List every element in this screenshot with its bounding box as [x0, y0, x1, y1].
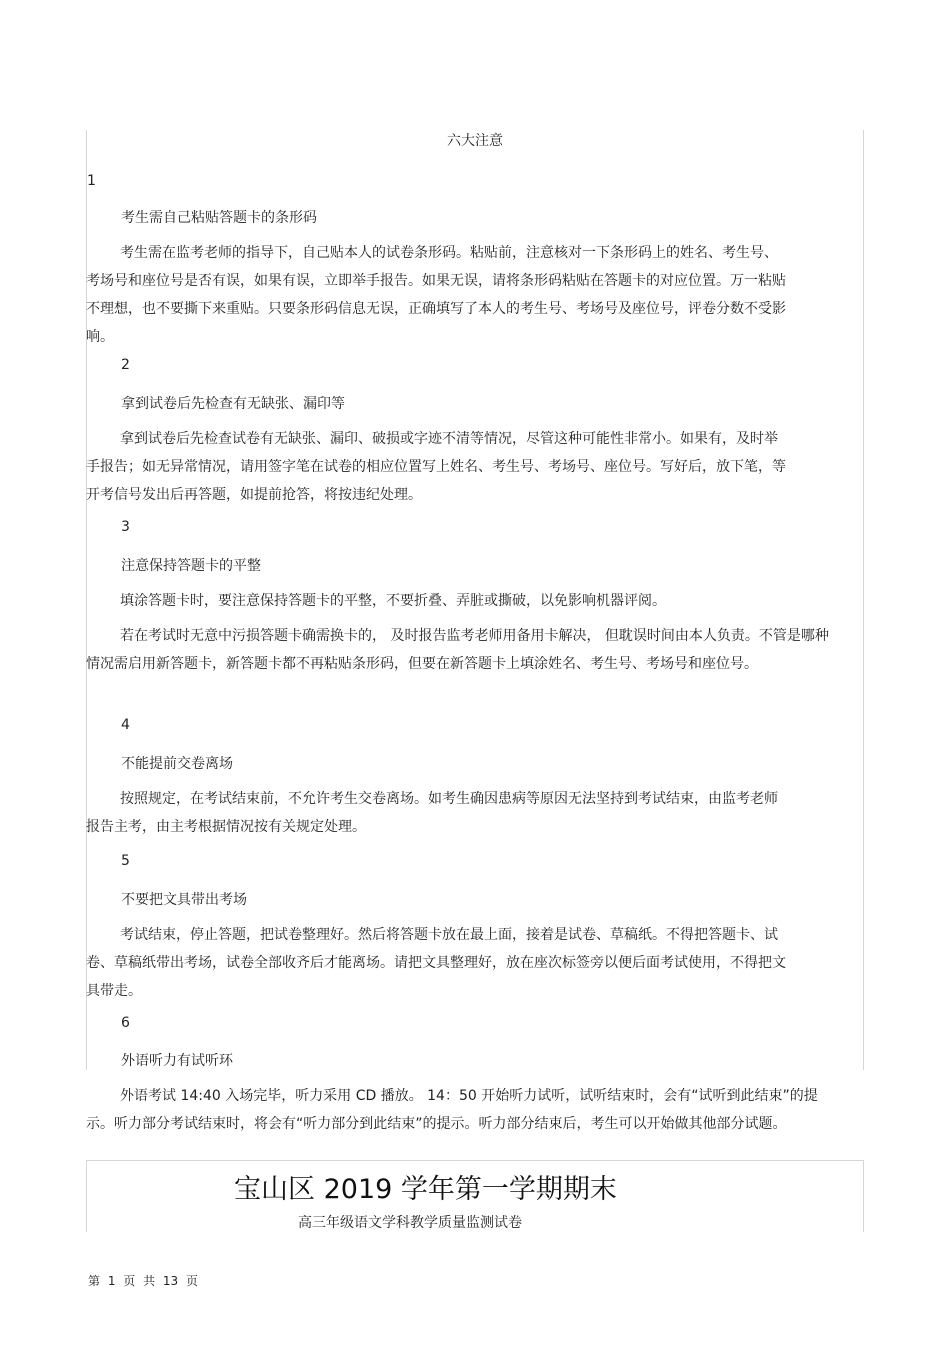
section-4-number: 4: [121, 717, 130, 733]
exam-box-right-line: [863, 1160, 864, 1232]
page-number-label: 第 1 页 共 13 页: [88, 1274, 198, 1288]
exam-box-left-line: [86, 1160, 87, 1232]
notice-title: 六大注意: [447, 133, 503, 149]
section-1-paragraph: 考生需在监考老师的指导下，自己贴本人的试卷条形码。粘贴前，注意核对一下条形码上的姓名、考生号、考场号和座位号是否有误，如果有误，立即举手报告。如果无误，请将条形码粘贴在答题卡的对应位置。万一粘贴不理想，也不要撕下来重贴。只要条形码信息无误，正确填写了本人的考生号、考场号及座位号，评卷分数不受影响。: [86, 245, 786, 345]
frame-right-line: [863, 130, 864, 1070]
section-3-number: 3: [121, 519, 130, 535]
section-3-paragraph-1: 填涂答题卡时，要注意保持答题卡的平整，不要折叠、弄脏或撕破，以免影响机器评阅。: [120, 593, 666, 609]
section-5-paragraph: 考试结束，停止答题，把试卷整理好。然后将答题卡放在最上面，接着是试卷、草稿纸。不得把答题卡、试卷、草稿纸带出考场，试卷全部收齐后才能离场。请把文具整理好，放在座次标签旁以便后面考试使用，不得把文具带走。: [86, 927, 786, 999]
section-4-paragraph: 按照规定，在考试结束前，不允许考生交卷离场。如考生确因患病等原因无法坚持到考试结束，由监考老师报告主考，由主考根据情况按有关规定处理。: [86, 791, 778, 835]
section-6-number: 6: [121, 1015, 130, 1031]
section-4-heading: 不能提前交卷离场: [121, 756, 233, 772]
exam-subtitle: 高三年级语文学科教学质量监测试卷: [298, 1215, 522, 1231]
section-1-number: 1: [87, 173, 96, 189]
section-6-paragraph: 外语考试 14:40 入场完毕，听力采用 CD 播放。 14：50 开始听力试听，试听结束时，会有“试听到此结束”的提示。听力部分考试结束时，将会有“听力部分到此结束”的提示。听力部分结束后，考生可以开始做其他部分试题。: [86, 1088, 818, 1132]
section-6-heading: 外语听力有试听环: [121, 1053, 233, 1069]
exam-box-top-line: [86, 1160, 864, 1161]
section-2-number: 2: [121, 357, 130, 373]
section-2-heading: 拿到试卷后先检查有无缺张、漏印等: [121, 396, 345, 412]
section-3-paragraph-2: 若在考试时无意中污损答题卡确需换卡的， 及时报告监考老师用备用卡解决， 但耽误时间由本人负责。不管是哪种情况需启用新答题卡，新答题卡都不再粘贴条形码，但要在新答题卡上填涂姓名、考生号、考场号和座位号。: [86, 628, 829, 672]
section-1-heading: 考生需自己粘贴答题卡的条形码: [121, 210, 317, 226]
section-2-paragraph: 拿到试卷后先检查试卷有无缺张、漏印、破损或字迹不清等情况，尽管这种可能性非常小。如果有，及时举手报告；如无异常情况，请用签字笔在试卷的相应位置写上姓名、考生号、考场号、座位号。写好后，放下笔，等开考信号发出后再答题，如提前抢答，将按违纪处理。: [86, 431, 786, 503]
section-3-heading: 注意保持答题卡的平整: [121, 558, 261, 574]
exam-title: 宝山区 2019 学年第一学期期末: [234, 1174, 617, 1205]
section-5-heading: 不要把文具带出考场: [121, 892, 247, 908]
section-5-number: 5: [121, 853, 130, 869]
